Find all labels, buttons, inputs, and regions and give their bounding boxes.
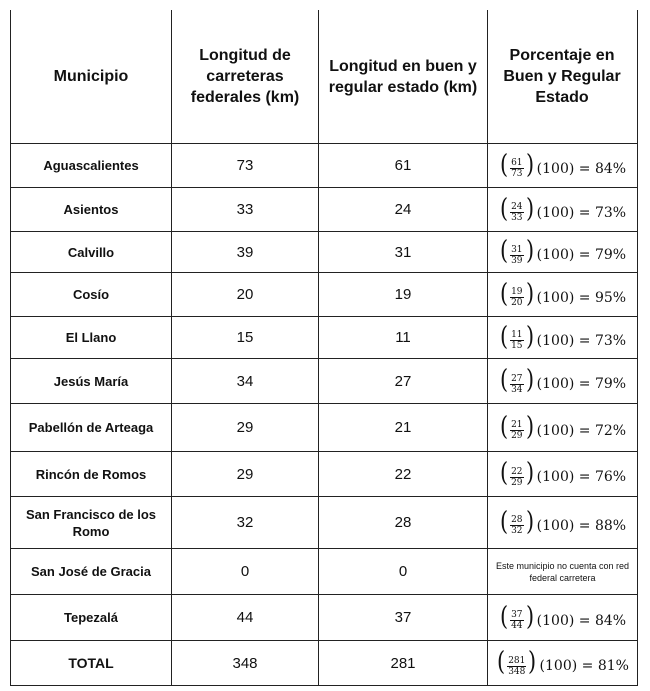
percent-formula — [499, 321, 627, 352]
percent-result: (100) = 95% — [536, 289, 627, 306]
percent-result: (100) = 84% — [536, 160, 627, 177]
longitud-cell: 0 — [240, 563, 250, 580]
open-paren: ( — [499, 601, 509, 632]
longitud-cell: 44 — [236, 609, 254, 626]
percent-result: (100) = 79% — [536, 247, 627, 264]
fraction-denominator: 33 — [511, 213, 523, 224]
percent-formula — [499, 601, 627, 632]
fraction-denominator: 29 — [511, 477, 523, 488]
buen-estado-cell: 28 — [394, 514, 412, 531]
fraction-numerator: 11 — [511, 330, 523, 341]
header-porcentaje: Porcentaje en Buen y Regular Estado — [503, 47, 621, 106]
percent-result: (100) = 76% — [536, 469, 627, 486]
longitud-cell: 33 — [236, 201, 254, 218]
longitud-cell: 15 — [236, 329, 254, 346]
percent-formula — [499, 193, 627, 224]
fraction-denominator: 348 — [508, 666, 526, 677]
porcentaje-cell — [488, 317, 637, 358]
fraction-numerator: 28 — [511, 515, 523, 526]
fraction — [510, 420, 523, 441]
fraction-numerator: 22 — [511, 466, 523, 477]
open-paren: ( — [499, 458, 509, 489]
percent-formula — [499, 506, 627, 537]
fraction-denominator: 29 — [511, 431, 523, 442]
municipio-cell: San Francisco de los Romo — [25, 506, 157, 539]
fraction — [510, 374, 523, 395]
porcentaje-cell — [488, 273, 637, 316]
porcentaje-cell — [488, 595, 637, 640]
header-municipio: Municipio — [53, 68, 129, 85]
open-paren: ( — [499, 365, 509, 396]
open-paren: ( — [499, 278, 509, 309]
fraction-denominator: 73 — [511, 169, 523, 180]
close-paren: ) — [525, 236, 534, 267]
open-paren: ( — [499, 149, 509, 180]
buen-estado-cell: 0 — [398, 563, 408, 580]
porcentaje-cell — [488, 359, 637, 403]
buen-estado-cell: 22 — [394, 465, 412, 483]
fraction-denominator: 15 — [511, 341, 523, 352]
percent-formula — [499, 278, 627, 309]
buen-estado-cell: 21 — [394, 419, 412, 436]
fraction-denominator: 34 — [511, 384, 523, 395]
close-paren: ) — [525, 601, 534, 632]
open-paren: ( — [499, 236, 509, 267]
longitud-cell: 39 — [236, 243, 254, 261]
fraction-denominator: 20 — [511, 298, 523, 309]
fraction-numerator: 27 — [511, 373, 523, 384]
percent-formula — [499, 367, 626, 395]
fraction-denominator: 44 — [511, 621, 523, 632]
close-paren: ) — [525, 321, 534, 352]
table-border — [637, 10, 638, 686]
longitud-cell: 29 — [236, 419, 254, 436]
close-paren: ) — [525, 278, 534, 309]
municipio-cell: Rincón de Romos — [35, 466, 147, 482]
fraction-numerator: 19 — [511, 287, 523, 298]
fraction — [510, 330, 523, 351]
municipio-cell: Aguascalientes — [43, 158, 139, 173]
fraction — [510, 287, 523, 308]
fraction-numerator: 31 — [511, 244, 523, 255]
municipio-cell: El Llano — [65, 330, 117, 345]
close-paren: ) — [525, 411, 534, 442]
municipio-cell: Cosío — [72, 287, 110, 302]
longitud-cell: 34 — [236, 372, 254, 390]
close-paren: ) — [525, 149, 534, 180]
municipio-cell: Jesús María — [53, 373, 129, 389]
buen-estado-cell: 11 — [395, 329, 411, 346]
fraction-numerator: 37 — [511, 610, 523, 621]
percent-result: (100) = 79% — [536, 376, 627, 393]
fraction — [510, 245, 523, 266]
percent-formula — [499, 460, 626, 488]
percent-result: (100) = 81% — [539, 658, 629, 675]
buen-estado-cell: 19 — [394, 286, 412, 303]
fraction — [510, 467, 523, 488]
municipio-cell: San José de Gracia — [31, 564, 151, 579]
fraction-numerator: 24 — [511, 202, 523, 213]
fraction — [510, 610, 523, 631]
percent-result: (100) = 73% — [536, 332, 627, 349]
buen-estado-cell: 37 — [394, 609, 412, 626]
porcentaje-cell — [488, 232, 637, 272]
percent-result: (100) = 84% — [536, 612, 627, 629]
buen-estado-cell: 24 — [394, 201, 412, 218]
percent-result: (100) = 88% — [536, 517, 627, 534]
buen-estado-cell: 281 — [390, 654, 416, 672]
municipio-cell: Asientos — [63, 202, 119, 217]
percent-result: (100) = 73% — [536, 204, 627, 221]
percent-formula — [499, 149, 627, 180]
buen-estado-cell: 27 — [394, 372, 412, 390]
fraction — [510, 158, 523, 179]
header-longitud: Longitud de carreteras federales (km) — [190, 47, 300, 106]
municipio-cell: TOTAL — [68, 655, 114, 671]
fraction — [510, 515, 523, 536]
open-paren: ( — [499, 193, 509, 224]
percent-formula — [499, 238, 626, 266]
porcentaje-cell — [488, 144, 637, 187]
close-paren: ) — [525, 506, 534, 537]
longitud-cell: 32 — [236, 514, 254, 531]
open-paren: ( — [499, 411, 509, 442]
open-paren: ( — [499, 321, 509, 352]
percent-result: (100) = 72% — [536, 422, 627, 439]
fraction-numerator: 281 — [508, 655, 526, 666]
municipio-cell: Tepezalá — [64, 610, 118, 625]
close-paren: ) — [528, 647, 537, 678]
open-paren: ( — [497, 647, 506, 678]
longitud-cell: 348 — [232, 654, 258, 672]
fraction — [510, 202, 523, 223]
close-paren: ) — [525, 458, 534, 489]
porcentaje-cell — [488, 452, 637, 496]
fraction — [507, 656, 526, 677]
porcentaje-cell — [488, 497, 637, 548]
fraction-denominator: 39 — [511, 255, 523, 266]
fraction-numerator: 61 — [511, 158, 523, 169]
longitud-cell: 20 — [236, 286, 254, 303]
percent-formula — [499, 411, 627, 442]
buen-estado-cell: 31 — [394, 243, 412, 261]
table-border — [10, 685, 638, 686]
longitud-cell: 73 — [236, 157, 254, 174]
porcentaje-cell — [488, 641, 637, 685]
municipio-cell: Calvillo — [67, 244, 115, 260]
header-buen-estado: Longitud en buen y regular estado (km) — [328, 57, 478, 96]
municipio-cell: Pabellón de Arteaga — [28, 420, 154, 435]
porcentaje-cell — [488, 404, 637, 451]
porcentaje-cell — [488, 188, 637, 231]
open-paren: ( — [499, 506, 509, 537]
fraction-denominator: 32 — [511, 526, 523, 537]
percent-formula — [496, 649, 629, 677]
buen-estado-cell: 61 — [394, 157, 412, 174]
close-paren: ) — [525, 365, 534, 396]
close-paren: ) — [525, 193, 534, 224]
note-cell: Este municipio no cuenta con red federal carretera — [495, 560, 630, 583]
fraction-numerator: 21 — [511, 420, 523, 431]
longitud-cell: 29 — [236, 465, 254, 483]
